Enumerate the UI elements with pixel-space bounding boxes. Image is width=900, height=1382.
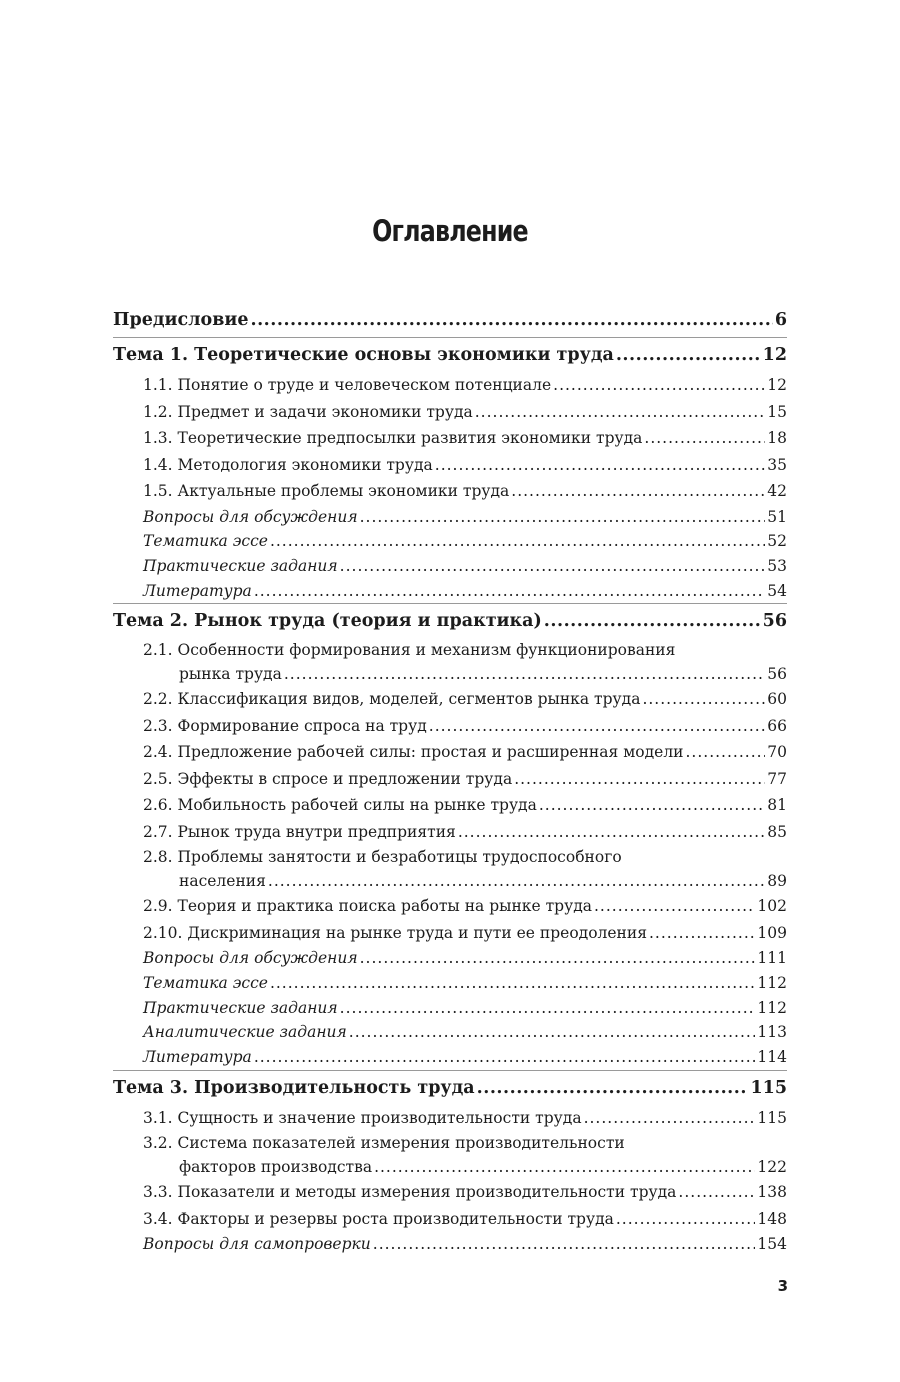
toc-entry-2-4[interactable] [113, 739, 787, 766]
toc-page: 66 [767, 716, 787, 735]
toc-extra-2-essay[interactable] [113, 971, 787, 996]
dot-leader [373, 1232, 756, 1257]
toc-topic-3[interactable] [113, 1070, 787, 1105]
toc-topic-1[interactable] [113, 337, 787, 372]
toc-extra-2-practice[interactable] [113, 996, 787, 1021]
toc-page: 85 [767, 822, 787, 841]
toc-entry-2-3[interactable] [113, 713, 787, 740]
dot-leader [475, 399, 766, 426]
toc-label: Литература [143, 1048, 252, 1066]
toc-entry-2-6[interactable] [113, 792, 787, 819]
toc-label: 1.5. Актуальные проблемы экономики труда [143, 482, 510, 500]
toc-extra-3-selfcheck[interactable] [113, 1232, 787, 1257]
dot-leader [544, 604, 761, 638]
toc-label: 1.3. Теоретические предпосылки развития экономики труда [143, 429, 643, 447]
toc-page: 52 [767, 532, 787, 551]
toc-entry-3-4[interactable] [113, 1206, 787, 1233]
toc-label: Вопросы для обсуждения [143, 949, 358, 968]
toc-extra-2-discussion[interactable] [113, 946, 787, 971]
toc-page: 111 [757, 949, 787, 968]
toc-label: 2.2. Классификация видов, моделей, сегментов рынка труда [143, 690, 641, 709]
dot-leader [429, 713, 765, 740]
toc-page: 138 [757, 1183, 787, 1202]
toc-entry-3-3[interactable] [113, 1179, 787, 1206]
toc-entry-3-1[interactable] [113, 1105, 787, 1132]
toc-label: 2.3. Формирование спроса на труд [143, 716, 427, 735]
toc-extra-1-literature[interactable] [113, 579, 787, 604]
dot-leader [360, 505, 766, 530]
dot-leader [360, 946, 756, 971]
toc-label: Практические задания [143, 556, 338, 575]
toc-label: 1.1. Понятие о труде и человеческом потенциале [143, 376, 552, 394]
dot-leader [340, 996, 756, 1021]
toc-label-line2: рынка труда [179, 665, 282, 684]
toc-label: Тема 3. Производительность труда [113, 1077, 475, 1098]
toc-page: 109 [757, 923, 787, 942]
dot-leader [284, 662, 765, 686]
dot-leader [616, 1206, 756, 1233]
toc-extra-2-literature[interactable] [113, 1045, 787, 1070]
toc-entry-1-1[interactable] [113, 372, 787, 399]
dot-leader [514, 766, 765, 793]
toc-page: 114 [757, 1048, 787, 1066]
toc-page: 35 [767, 455, 787, 474]
page-title: Оглавление [372, 214, 528, 248]
dot-leader [268, 869, 765, 893]
dot-leader [644, 425, 765, 452]
toc-label: Тематика эссе [143, 532, 268, 551]
toc-page: 81 [767, 796, 787, 815]
toc-label: 2.4. Предложение рабочей силы: простая и расширенная модели [143, 743, 684, 762]
toc-label: 3.3. Показатели и методы измерения производительности труда [143, 1183, 677, 1202]
toc-label-line1: 2.8. Проблемы занятости и безработицы трудоспособного [143, 848, 622, 867]
toc-page: 89 [767, 872, 787, 891]
dot-leader [584, 1105, 756, 1132]
dot-leader [616, 338, 761, 372]
toc-page: 15 [767, 402, 787, 421]
dot-leader [553, 372, 765, 399]
toc-label: 1.2. Предмет и задачи экономики труда [143, 402, 473, 421]
toc-page: 70 [767, 743, 787, 762]
dot-leader [270, 529, 765, 554]
toc-page: 115 [757, 1108, 787, 1127]
toc-page: 18 [767, 429, 787, 447]
toc-page: 60 [767, 690, 787, 709]
toc-entry-1-3[interactable] [113, 425, 787, 452]
toc-label: 2.9. Теория и практика поиска работы на рынке труда [143, 897, 592, 916]
toc-preface[interactable] [113, 303, 787, 337]
toc-topic-2[interactable] [113, 603, 787, 638]
dot-leader [594, 893, 755, 920]
toc-entry-2-10[interactable] [113, 920, 787, 947]
dot-leader [340, 554, 766, 579]
toc-label: Тема 1. Теоретические основы экономики труда [113, 345, 614, 365]
toc-label-line1: 3.2. Система показателей измерения производительности [143, 1134, 625, 1153]
toc-label: 3.4. Факторы и резервы роста производительности труда [143, 1209, 614, 1228]
dot-leader [374, 1155, 755, 1179]
dot-leader [250, 303, 772, 337]
dot-leader [649, 920, 755, 947]
dot-leader [254, 579, 765, 604]
toc-page: 122 [757, 1158, 787, 1177]
toc-page: 154 [757, 1235, 787, 1254]
toc-entry-1-4[interactable] [113, 452, 787, 479]
toc-label-line1: 2.1. Особенности формирования и механизм функционирования [143, 641, 676, 660]
toc-label: 1.4. Методология экономики труда [143, 455, 433, 474]
toc-page: 102 [757, 897, 787, 916]
toc-label: Практические задания [143, 998, 338, 1017]
toc-label: Вопросы для обсуждения [143, 507, 358, 526]
toc-extra-1-essay[interactable] [113, 529, 787, 554]
toc-label: Аналитические задания [143, 1023, 347, 1042]
toc-entry-2-1[interactable] [113, 638, 787, 686]
toc-page: 42 [767, 482, 787, 500]
toc-page: 54 [767, 581, 787, 600]
toc-page: 56 [762, 611, 787, 632]
toc-entry-2-7[interactable] [113, 819, 787, 846]
toc-label: Предисловие [113, 310, 249, 330]
dot-leader [686, 739, 766, 766]
toc-page: 51 [767, 507, 787, 526]
toc-extra-1-practice[interactable] [113, 554, 787, 579]
dot-leader [458, 819, 765, 846]
toc-page: 77 [767, 769, 787, 788]
toc-entry-2-2[interactable] [113, 686, 787, 713]
toc-label: 2.7. Рынок труда внутри предприятия [143, 822, 456, 841]
dot-leader [678, 1179, 755, 1206]
toc-label: Вопросы для самопроверки [143, 1235, 371, 1254]
toc-entry-1-5[interactable] [113, 478, 787, 505]
toc-extra-1-discussion[interactable] [113, 505, 787, 530]
toc-entry-2-5[interactable] [113, 766, 787, 793]
toc-label: 2.5. Эффекты в спросе и предложении труда [143, 769, 513, 788]
dot-leader [539, 792, 765, 819]
toc-label: 2.10. Дискриминация на рынке труда и пути ее преодоления [143, 923, 647, 942]
toc-page: 53 [767, 556, 787, 575]
toc-extra-2-analytic[interactable] [113, 1020, 787, 1045]
toc-page: 112 [757, 973, 787, 992]
toc-page: 113 [757, 1023, 787, 1042]
toc-label-line2: факторов производства [179, 1158, 373, 1177]
page-number: 3 [777, 1277, 788, 1295]
toc-label: Тематика эссе [143, 973, 268, 992]
toc-label: Тема 2. Рынок труда (теория и практика) [113, 611, 542, 632]
toc-page: 12 [767, 376, 787, 394]
toc-label: 3.1. Сущность и значение производительности труда [143, 1108, 582, 1127]
table-of-contents [113, 303, 787, 1257]
toc-page: 115 [750, 1077, 787, 1098]
toc-entry-2-9[interactable] [113, 893, 787, 920]
toc-entry-1-2[interactable] [113, 399, 787, 426]
toc-page: 12 [762, 345, 787, 365]
dot-leader [642, 686, 765, 713]
dot-leader [435, 452, 766, 479]
toc-label: 2.6. Мобильность рабочей силы на рынке труда [143, 796, 537, 815]
toc-page: 148 [757, 1209, 787, 1228]
toc-page: 6 [774, 310, 787, 330]
toc-label: Литература [143, 581, 252, 600]
toc-page: 112 [757, 998, 787, 1017]
dot-leader [349, 1020, 756, 1045]
toc-label-line2: населения [179, 872, 266, 891]
toc-entry-3-2[interactable] [113, 1131, 787, 1179]
toc-page: 56 [767, 665, 787, 684]
toc-entry-2-8[interactable] [113, 845, 787, 893]
dot-leader [254, 1045, 756, 1070]
dot-leader [511, 478, 765, 505]
dot-leader [477, 1071, 749, 1105]
dot-leader [270, 971, 755, 996]
